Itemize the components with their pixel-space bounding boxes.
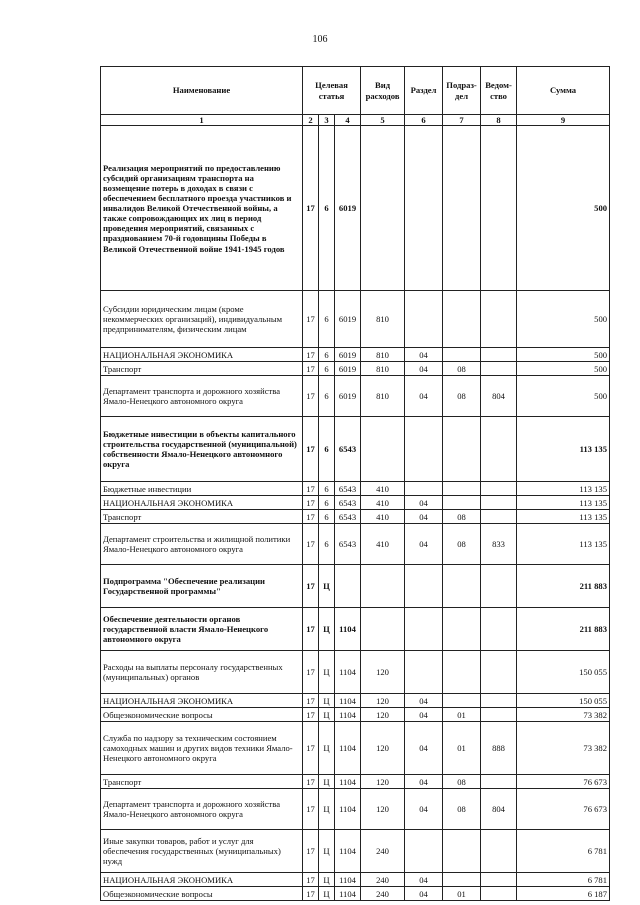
expense-type [361, 565, 405, 608]
target-code-direction: 1104 [335, 887, 361, 901]
department-code [481, 565, 517, 608]
target-code-program: 17 [303, 887, 319, 901]
row-name: Бюджетные инвестиции в объекты капитального строительства государственной (муниципальной) собственности Ямало-Ненецкого автономного округа [101, 417, 303, 482]
section: 04 [405, 510, 443, 524]
target-code-direction [335, 565, 361, 608]
target-code-program: 17 [303, 565, 319, 608]
expense-type: 410 [361, 510, 405, 524]
department-code [481, 608, 517, 651]
row-name: НАЦИОНАЛЬНАЯ ЭКОНОМИКА [101, 694, 303, 708]
col-number: 3 [319, 115, 335, 126]
target-code-program: 17 [303, 694, 319, 708]
subsection: 08 [443, 362, 481, 376]
target-code-direction: 6019 [335, 376, 361, 417]
target-code-subprogram: Ц [319, 873, 335, 887]
target-code-program: 17 [303, 722, 319, 775]
target-code-direction: 6019 [335, 362, 361, 376]
department-code [481, 482, 517, 496]
table-row [101, 496, 610, 510]
target-code-subprogram: 6 [319, 524, 335, 565]
row-name: НАЦИОНАЛЬНАЯ ЭКОНОМИКА [101, 348, 303, 362]
target-code-subprogram: 6 [319, 291, 335, 348]
row-sum: 500 [517, 291, 610, 348]
table-row [101, 830, 610, 873]
department-code [481, 417, 517, 482]
expense-type: 240 [361, 887, 405, 901]
section [405, 651, 443, 694]
section [405, 291, 443, 348]
target-code-program: 17 [303, 126, 319, 291]
subsection [443, 651, 481, 694]
table-row [101, 887, 610, 901]
row-sum: 211 883 [517, 608, 610, 651]
target-code-direction: 6543 [335, 496, 361, 510]
header-expense-type: Вид расходов [361, 67, 405, 115]
expense-type: 810 [361, 348, 405, 362]
target-code-program: 17 [303, 348, 319, 362]
table-row [101, 362, 610, 376]
target-code-program: 17 [303, 708, 319, 722]
target-code-subprogram: Ц [319, 651, 335, 694]
target-code-direction: 6543 [335, 510, 361, 524]
expense-type: 120 [361, 694, 405, 708]
col-number: 2 [303, 115, 319, 126]
target-code-program: 17 [303, 651, 319, 694]
table-row [101, 510, 610, 524]
col-number: 7 [443, 115, 481, 126]
section: 04 [405, 524, 443, 565]
target-code-subprogram: Ц [319, 775, 335, 789]
table-row [101, 482, 610, 496]
department-code [481, 348, 517, 362]
row-sum: 73 382 [517, 722, 610, 775]
section: 04 [405, 362, 443, 376]
subsection [443, 482, 481, 496]
table-row [101, 376, 610, 417]
department-code [481, 830, 517, 873]
row-name: НАЦИОНАЛЬНАЯ ЭКОНОМИКА [101, 496, 303, 510]
subsection: 08 [443, 775, 481, 789]
col-number: 9 [517, 115, 610, 126]
section [405, 482, 443, 496]
target-code-direction: 6543 [335, 524, 361, 565]
target-code-program: 17 [303, 417, 319, 482]
row-sum: 76 673 [517, 775, 610, 789]
row-sum: 150 055 [517, 651, 610, 694]
target-code-subprogram: 6 [319, 496, 335, 510]
row-name: Департамент строительства и жилищной политики Ямало-Ненецкого автономного округа [101, 524, 303, 565]
section [405, 830, 443, 873]
section: 04 [405, 348, 443, 362]
target-code-subprogram: Ц [319, 722, 335, 775]
col-number: 8 [481, 115, 517, 126]
target-code-subprogram: 6 [319, 417, 335, 482]
subsection: 01 [443, 722, 481, 775]
expense-type: 810 [361, 376, 405, 417]
target-code-direction: 1104 [335, 873, 361, 887]
section: 04 [405, 694, 443, 708]
header-subsection: Подраз-дел [443, 67, 481, 115]
section: 04 [405, 789, 443, 830]
department-code [481, 708, 517, 722]
table-row [101, 608, 610, 651]
expense-type: 120 [361, 722, 405, 775]
section [405, 126, 443, 291]
table-row [101, 565, 610, 608]
table-row [101, 789, 610, 830]
expense-type: 120 [361, 789, 405, 830]
header-name: Наименование [101, 67, 303, 115]
target-code-subprogram: Ц [319, 694, 335, 708]
target-code-program: 17 [303, 482, 319, 496]
row-sum: 6 187 [517, 887, 610, 901]
expense-type: 120 [361, 651, 405, 694]
column-number-row [101, 115, 610, 126]
row-sum: 6 781 [517, 830, 610, 873]
section: 04 [405, 496, 443, 510]
department-code: 804 [481, 376, 517, 417]
target-code-direction: 1104 [335, 775, 361, 789]
target-code-direction: 6019 [335, 126, 361, 291]
table-row [101, 722, 610, 775]
row-sum: 500 [517, 376, 610, 417]
subsection [443, 291, 481, 348]
row-name: Служба по надзору за техническим состоянием самоходных машин и других видов техники Ямало-Ненецкого автономного округа [101, 722, 303, 775]
target-code-direction: 6543 [335, 482, 361, 496]
expense-type: 240 [361, 830, 405, 873]
row-sum: 500 [517, 348, 610, 362]
expense-type [361, 417, 405, 482]
target-code-subprogram: 6 [319, 482, 335, 496]
row-sum: 113 135 [517, 510, 610, 524]
target-code-direction: 1104 [335, 694, 361, 708]
row-name: Расходы на выплаты персоналу государственных (муниципальных) органов [101, 651, 303, 694]
section: 04 [405, 873, 443, 887]
target-code-subprogram: 6 [319, 348, 335, 362]
subsection [443, 608, 481, 651]
section: 04 [405, 887, 443, 901]
section: 04 [405, 722, 443, 775]
target-code-subprogram: Ц [319, 789, 335, 830]
header-row [101, 67, 610, 115]
row-sum: 113 135 [517, 417, 610, 482]
col-number: 5 [361, 115, 405, 126]
subsection [443, 694, 481, 708]
row-sum: 76 673 [517, 789, 610, 830]
subsection [443, 565, 481, 608]
col-number: 1 [101, 115, 303, 126]
target-code-direction: 1104 [335, 708, 361, 722]
section [405, 565, 443, 608]
subsection: 01 [443, 887, 481, 901]
department-code [481, 887, 517, 901]
row-sum: 500 [517, 362, 610, 376]
department-code [481, 126, 517, 291]
target-code-direction: 1104 [335, 722, 361, 775]
target-code-program: 17 [303, 524, 319, 565]
target-code-direction: 1104 [335, 608, 361, 651]
subsection: 08 [443, 510, 481, 524]
row-name: Общеэкономические вопросы [101, 708, 303, 722]
row-name: Обеспечение деятельности органов государственной власти Ямало-Ненецкого автономного округа [101, 608, 303, 651]
row-name: Субсидии юридическим лицам (кроме некоммерческих организаций), индивидуальным предпринимателям, физическим лицам [101, 291, 303, 348]
table-row [101, 708, 610, 722]
subsection: 08 [443, 789, 481, 830]
target-code-subprogram: Ц [319, 565, 335, 608]
expense-type: 240 [361, 873, 405, 887]
table-row [101, 651, 610, 694]
target-code-direction: 6019 [335, 291, 361, 348]
col-number: 4 [335, 115, 361, 126]
target-code-direction: 1104 [335, 651, 361, 694]
table-row [101, 694, 610, 708]
header-sum: Сумма [517, 67, 610, 115]
target-code-subprogram: Ц [319, 708, 335, 722]
table-row [101, 524, 610, 565]
expense-type [361, 608, 405, 651]
department-code [481, 651, 517, 694]
row-name: Общеэкономические вопросы [101, 887, 303, 901]
subsection: 08 [443, 376, 481, 417]
section [405, 417, 443, 482]
target-code-subprogram: 6 [319, 126, 335, 291]
target-code-direction: 1104 [335, 830, 361, 873]
department-code [481, 362, 517, 376]
subsection [443, 830, 481, 873]
row-name: Департамент транспорта и дорожного хозяйства Ямало-Ненецкого автономного округа [101, 376, 303, 417]
department-code [481, 873, 517, 887]
department-code [481, 291, 517, 348]
department-code: 833 [481, 524, 517, 565]
target-code-program: 17 [303, 873, 319, 887]
table-row [101, 873, 610, 887]
target-code-subprogram: 6 [319, 362, 335, 376]
row-sum: 73 382 [517, 708, 610, 722]
subsection [443, 126, 481, 291]
row-sum: 500 [517, 126, 610, 291]
row-sum: 211 883 [517, 565, 610, 608]
row-name: Реализация мероприятий по предоставлению субсидий организациям транспорта на возмещение потерь в доходах в связи с обеспечением бесплатного проезда участников и инвалидов Великой Отечественной войны, а также сопровождающих их лиц в период проведения мероприятий, связанных с празднованием 70-й годовщины Победы в Великой Отечественной войне 1941-1945 годов [101, 126, 303, 291]
section: 04 [405, 708, 443, 722]
target-code-program: 17 [303, 376, 319, 417]
table-row [101, 291, 610, 348]
budget-table [100, 66, 610, 901]
row-name: Транспорт [101, 510, 303, 524]
subsection [443, 417, 481, 482]
subsection [443, 348, 481, 362]
target-code-direction: 1104 [335, 789, 361, 830]
target-code-direction: 6019 [335, 348, 361, 362]
expense-type: 120 [361, 708, 405, 722]
expense-type: 810 [361, 291, 405, 348]
expense-type: 410 [361, 496, 405, 510]
department-code [481, 510, 517, 524]
row-sum: 113 135 [517, 496, 610, 510]
target-code-program: 17 [303, 362, 319, 376]
target-code-program: 17 [303, 789, 319, 830]
table-row [101, 126, 610, 291]
table-row [101, 417, 610, 482]
row-sum: 113 135 [517, 482, 610, 496]
target-code-subprogram: Ц [319, 887, 335, 901]
row-name: НАЦИОНАЛЬНАЯ ЭКОНОМИКА [101, 873, 303, 887]
table-row [101, 348, 610, 362]
table-row [101, 775, 610, 789]
target-code-subprogram: Ц [319, 608, 335, 651]
header-section: Раздел [405, 67, 443, 115]
section [405, 608, 443, 651]
subsection: 01 [443, 708, 481, 722]
section: 04 [405, 376, 443, 417]
target-code-program: 17 [303, 775, 319, 789]
department-code [481, 694, 517, 708]
subsection: 08 [443, 524, 481, 565]
header-target: Целевая статья [303, 67, 361, 115]
header-department: Ведом-ство [481, 67, 517, 115]
expense-type [361, 126, 405, 291]
target-code-program: 17 [303, 291, 319, 348]
target-code-program: 17 [303, 830, 319, 873]
row-sum: 150 055 [517, 694, 610, 708]
department-code [481, 775, 517, 789]
row-name: Иные закупки товаров, работ и услуг для обеспечения государственных (муниципальных) нужд [101, 830, 303, 873]
expense-type: 410 [361, 482, 405, 496]
row-name: Подпрограмма "Обеспечение реализации Государственной программы" [101, 565, 303, 608]
section: 04 [405, 775, 443, 789]
department-code [481, 496, 517, 510]
subsection [443, 873, 481, 887]
target-code-subprogram: 6 [319, 510, 335, 524]
target-code-program: 17 [303, 608, 319, 651]
expense-type: 120 [361, 775, 405, 789]
row-sum: 6 781 [517, 873, 610, 887]
department-code: 888 [481, 722, 517, 775]
col-number: 6 [405, 115, 443, 126]
page-number: 106 [312, 34, 328, 45]
target-code-program: 17 [303, 510, 319, 524]
expense-type: 410 [361, 524, 405, 565]
target-code-program: 17 [303, 496, 319, 510]
row-name: Бюджетные инвестиции [101, 482, 303, 496]
row-name: Транспорт [101, 362, 303, 376]
target-code-subprogram: 6 [319, 376, 335, 417]
row-sum: 113 135 [517, 524, 610, 565]
expense-type: 810 [361, 362, 405, 376]
target-code-direction: 6543 [335, 417, 361, 482]
department-code: 804 [481, 789, 517, 830]
subsection [443, 496, 481, 510]
target-code-subprogram: Ц [319, 830, 335, 873]
row-name: Департамент транспорта и дорожного хозяйства Ямало-Ненецкого автономного округа [101, 789, 303, 830]
row-name: Транспорт [101, 775, 303, 789]
